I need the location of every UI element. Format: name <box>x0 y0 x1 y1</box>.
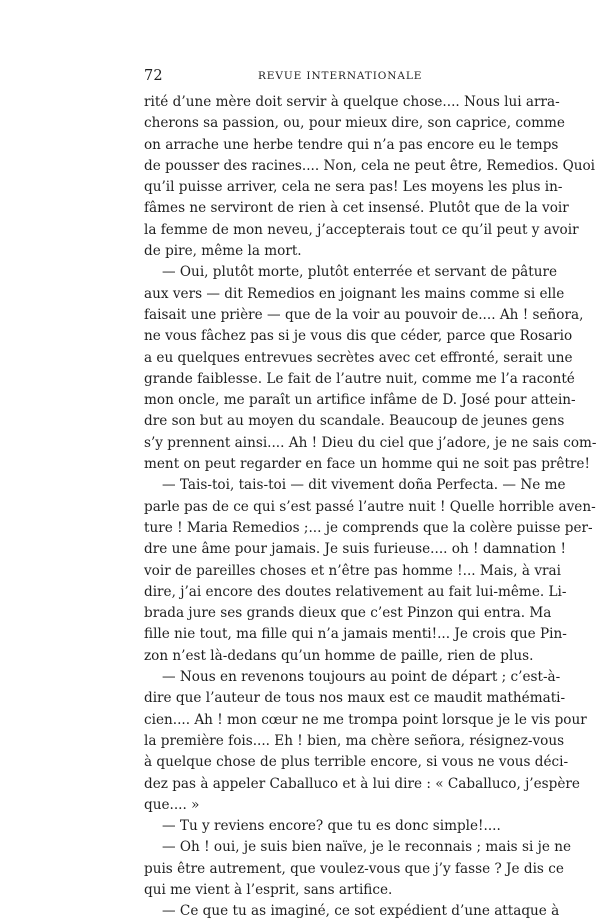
text-line: puis être autrement, que voulez-vous que j’y fasse ? Je dis ce <box>144 860 564 877</box>
text-line: à quelque chose de plus terrible encore, si vous ne vous déci- <box>144 754 569 771</box>
text-line: dre son but au moyen du scandale. Beaucoup de jeunes gens <box>144 413 565 430</box>
text-line: cherons sa passion, ou, pour mieux dire, son caprice, comme <box>144 115 565 132</box>
text-line: parle pas de ce qui s’est passé l’autre nuit ! Quelle horrible aven- <box>144 498 596 515</box>
body-text <box>144 92 597 923</box>
text-line: — Oh ! oui, je suis bien naïve, je le reconnais ; mais si je ne <box>162 839 572 856</box>
text-line: ment on peut regarder en face un homme qui ne soit pas prêtre! <box>144 456 590 473</box>
text-line: — Tais-toi, tais-toi — dit vivement doña Perfecta. — Ne me <box>162 477 566 494</box>
text-line: — Nous en revenons toujours au point de départ ; c’est-à- <box>162 669 561 686</box>
text-line: — Ce que tu as imaginé, ce sot expédient d’une attaque à <box>162 903 560 920</box>
text-line: mon oncle, me paraît un artifice infâme de D. José pour attein- <box>144 392 576 409</box>
text-line: a eu quelques entrevues secrètes avec cet effronté, serait une <box>144 349 573 366</box>
text-line: fille nie tout, ma fille qui n’a jamais menti!... Je crois que Pin- <box>144 626 567 643</box>
journal-title: REVUE INTERNATIONALE <box>258 70 423 82</box>
text-line: qu’il puisse arriver, cela ne sera pas! Les moyens les plus in- <box>144 179 563 196</box>
text-line: faisait une prière — que de la voir au pouvoir de.... Ah ! señora, <box>144 306 584 323</box>
text-line: dez pas à appeler Caballuco et à lui dire : « Caballuco, j’espère <box>144 775 580 792</box>
text-line: grande faiblesse. Le fait de l’autre nuit, comme me l’a raconté <box>144 370 575 387</box>
text-line: cien.... Ah ! mon cœur ne me trompa point lorsque je le vis pour <box>144 711 587 728</box>
text-line: de pousser des racines.... Non, cela ne peut être, Remedios. Quoi <box>144 157 596 174</box>
text-line: brada jure ses grands dieux que c’est Pinzon qui entra. Ma <box>144 605 552 622</box>
text-line: — Oui, plutôt morte, plutôt enterrée et servant de pâture <box>162 264 558 281</box>
text-line: de pire, même la mort. <box>144 243 302 260</box>
text-line: voir de pareilles choses et n’être pas homme !... Mais, à vrai <box>144 562 561 579</box>
text-line: que.... » <box>144 796 200 813</box>
running-head <box>144 68 512 86</box>
page-number: 72 <box>144 68 163 84</box>
text-line: zon n’est là-dedans qu’un homme de paille, rien de plus. <box>144 647 534 664</box>
text-line: on arrache une herbe tendre qui n’a pas encore eu le temps <box>144 136 559 153</box>
text-line: dre une âme pour jamais. Je suis furieuse.... oh ! damnation ! <box>144 541 566 558</box>
text-line: fâmes ne serviront de rien à cet insensé. Plutôt que de la voir <box>144 200 569 217</box>
text-line: rité d’une mère doit servir à quelque chose.... Nous lui arra- <box>144 94 560 110</box>
text-line: dire, j’ai encore des doutes relativement au fait lui-même. Li- <box>144 583 567 600</box>
text-line: la femme de mon neveu, j’accepterais tout ce qu’il peut y avoir <box>144 221 579 238</box>
text-line: ture ! Maria Remedios ;... je comprends que la colère puisse per- <box>144 519 593 536</box>
text-line: qui me vient à l’esprit, sans artifice. <box>144 881 393 898</box>
text-line: la première fois.... Eh ! bien, ma chère señora, résignez-vous <box>144 732 565 749</box>
text-line: — Tu y reviens encore? que tu es donc simple!.... <box>162 818 501 835</box>
text-line: aux vers — dit Remedios en joignant les mains comme si elle <box>144 285 565 302</box>
text-line: s’y prennent ainsi.... Ah ! Dieu du ciel que j’adore, je ne sais com- <box>144 434 597 451</box>
text-line: ne vous fâchez pas si je vous dis que céder, parce que Rosario <box>144 328 573 345</box>
text-line: dire que l’auteur de tous nos maux est ce maudit mathémati- <box>144 690 566 707</box>
